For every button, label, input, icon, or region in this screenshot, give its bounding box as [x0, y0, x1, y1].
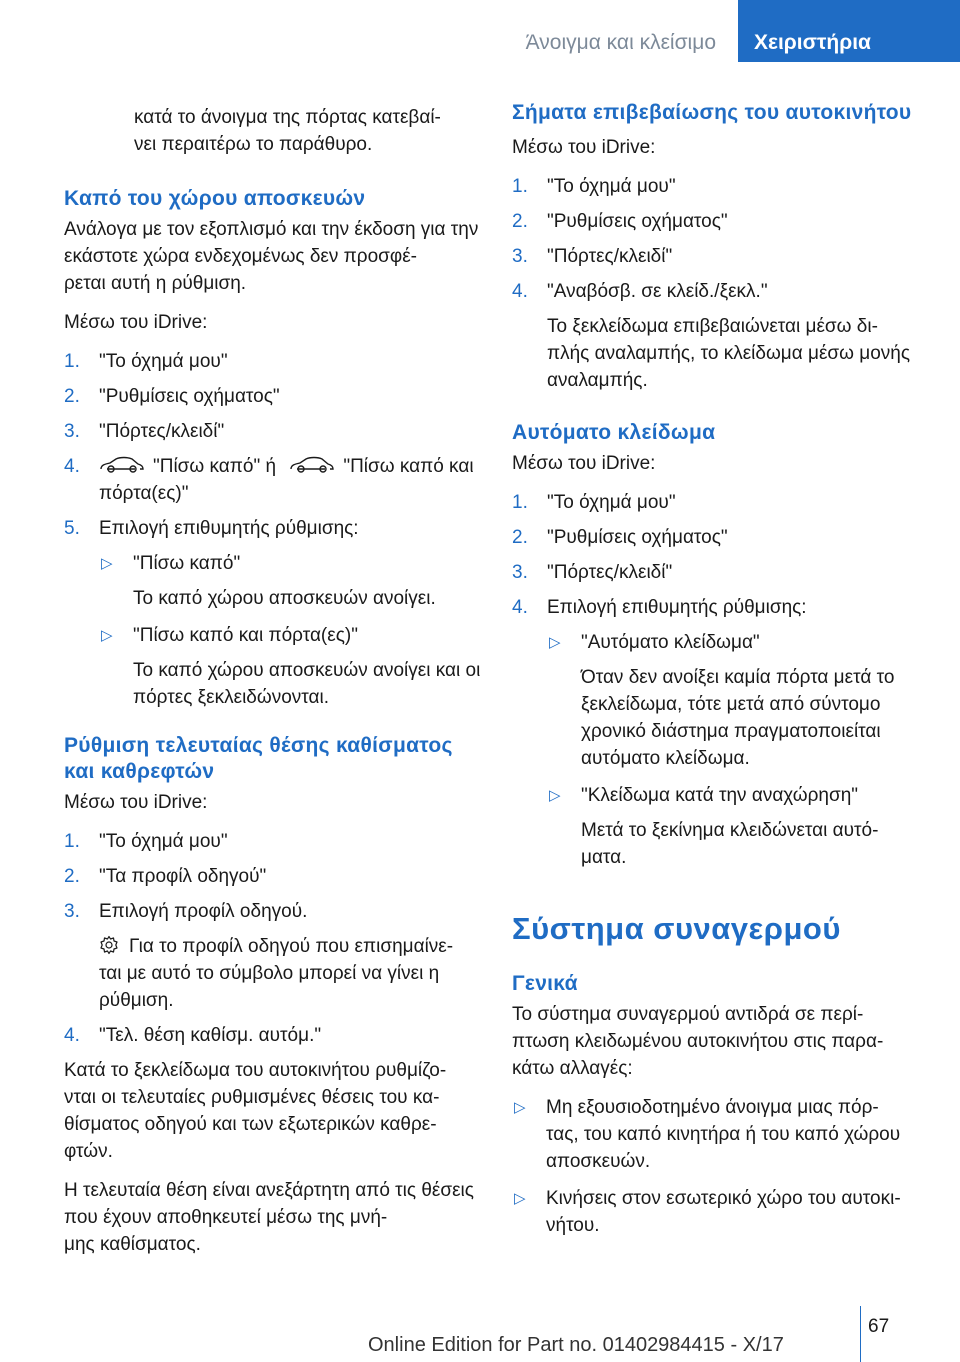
list-item: 3. "Πόρτες/κλειδί": [512, 243, 932, 270]
gear-icon: [99, 935, 119, 955]
step-number: 4.: [64, 456, 80, 477]
page-header: [0, 0, 960, 62]
triangle-bullet-icon: ▷: [549, 787, 561, 804]
alarm-text: Το σύστημα συναγερμού αντιδρά σε περί- πτωση κλειδωμένου αυτοκινήτου στις παρα- κάτω αλλαγές:: [512, 1004, 884, 1079]
bullet-item: ▷ "Κλείδωμα κατά την αναχώρηση" Μετά το ξεκίνημα κλειδώνεται αυτό- ματα.: [547, 782, 932, 871]
list-item: 2. "Τα προφίλ οδηγού": [64, 863, 484, 890]
step-number: 2.: [64, 386, 80, 407]
bullet-item: ▷ "Πίσω καπό" Το καπό χώρου αποσκευών ανοίγει.: [99, 550, 484, 612]
list-item: 1. "Το όχημά μου": [64, 828, 484, 855]
trunk-via: Μέσω του iDrive:: [64, 312, 208, 333]
triangle-bullet-icon: ▷: [101, 555, 113, 572]
car-rear-door-icon: [289, 456, 335, 474]
confirm-heading: Σήματα επιβεβαίωσης του αυτοκινήτου: [512, 101, 912, 124]
seat-para-2: Η τελευταία θέση είναι ανεξάρτητη από τις θέσεις που έχουν αποθηκευτεί μέσω της μνή- μης καθίσματος.: [64, 1180, 474, 1255]
step-number: 5.: [64, 518, 80, 539]
seat-via: Μέσω του iDrive:: [64, 792, 208, 813]
step-number: 1.: [64, 831, 80, 852]
triangle-bullet-icon: ▷: [101, 627, 113, 644]
step-number: 4.: [64, 1025, 80, 1046]
bullet-item: ▷ Κινήσεις στον εσωτερικό χώρο του αυτοκι- νήτου.: [512, 1185, 932, 1239]
list-item: 5. Επιλογή επιθυμητής ρύθμισης: ▷ "Πίσω καπό" Το καπό χώρου αποσκευών ανοίγει. ▷ "Πίσω καπό και πόρτα(ες)" Το καπό χώρου αποσκευών ανοίγει και οι πόρτες ξεκλειδώνονται.: [64, 515, 484, 711]
triangle-bullet-icon: ▷: [549, 634, 561, 651]
list-item: 4. Επιλογή επιθυμητής ρύθμισης: ▷ "Αυτόματο κλείδωμα" Όταν δεν ανοίξει καμία πόρτα μετά το ξεκλείδωμα, τότε μετά από σύντομο χρονικό διάστημα πραγματοποιείται αυτόματο κλείδωμα. ▷ "Κλείδωμα κατά την αναχώρηση" Μετά το ξεκίνημα κλειδώνεται αυτό- ματα.: [512, 594, 932, 871]
step-number: 3.: [64, 901, 80, 922]
list-item: 3. "Πόρτες/κλειδί": [64, 418, 484, 445]
alarm-bullets: [512, 1094, 932, 1239]
seat-para-1: Κατά το ξεκλείδωμα του αυτοκινήτου ρυθμίζο- νται οι τελευταίες ρυθμισμένες θέσεις του κα- θίσματος οδηγού και των εξωτερικών καθρε- φτών.: [64, 1060, 447, 1162]
triangle-bullet-icon: ▷: [514, 1099, 526, 1116]
bullet-item: ▷ "Αυτόματο κλείδωμα" Όταν δεν ανοίξει καμία πόρτα μετά το ξεκλείδωμα, τότε μετά από σύντομο χρονικό διάστημα πραγματοποιείται αυτόματο κλείδωμα.: [547, 629, 932, 772]
alarm-heading: Σύστημα συναγερμού: [512, 911, 841, 946]
chapter-tab: Χειριστήρια: [738, 0, 960, 62]
autolock-heading: Αυτόματο κλείδωμα: [512, 421, 716, 444]
triangle-bullet-icon: ▷: [514, 1190, 526, 1207]
bullet-item: ▷ Μη εξουσιοδοτημένο άνοιγμα μιας πόρ- τας, του καπό κινητήρα ή του καπό χώρου αποσκευών.: [512, 1094, 932, 1175]
step-number: 3.: [512, 246, 528, 267]
car-rear-icon: [99, 456, 145, 474]
step-number: 4.: [512, 597, 528, 618]
section-title: Άνοιγμα και κλείσιμο: [525, 31, 716, 54]
trunk-heading: Καπό του χώρου αποσκευών: [64, 187, 366, 210]
bullet-item: ▷ "Πίσω καπό και πόρτα(ες)" Το καπό χώρου αποσκευών ανοίγει και οι πόρτες ξεκλειδώνονται.: [99, 622, 484, 711]
step-number: 3.: [64, 421, 80, 442]
autolock-options: [547, 629, 932, 871]
list-item: 4. "Αναβόσβ. σε κλείδ./ξεκλ." Το ξεκλείδωμα επιβεβαιώνεται μέσω δι- πλής αναλαμπής, το κλείδωμα μέσω μονής αναλαμπής.: [512, 278, 932, 394]
list-item: 1. "Το όχημά μου": [512, 173, 932, 200]
page-number: 67: [868, 1316, 890, 1337]
list-item: 4. "Πίσω καπό" ή "Πίσω καπό και πόρτα(ες)": [64, 453, 484, 507]
seat-heading: Ρύθμιση τελευταίας θέσης καθίσματος και καθρεφτών: [64, 734, 453, 783]
step-number: 4.: [512, 281, 528, 302]
right-column: [512, 100, 932, 1249]
list-item: 2. "Ρυθμίσεις οχήματος": [64, 383, 484, 410]
list-item: 1. "Το όχημά μου": [512, 489, 932, 516]
footer-text: Online Edition for Part no. 01402984415 - X/17: [368, 1334, 784, 1356]
list-item: 2. "Ρυθμίσεις οχήματος": [512, 524, 932, 551]
list-item: 4. "Τελ. θέση καθίσμ. αυτόμ.": [64, 1022, 484, 1049]
list-item: 1. "Το όχημά μου": [64, 348, 484, 375]
step-number: 2.: [512, 527, 528, 548]
alarm-subheading: Γενικά: [512, 972, 578, 995]
step-number: 2.: [512, 211, 528, 232]
step-number: 3.: [512, 562, 528, 583]
confirm-via: Μέσω του iDrive:: [512, 137, 656, 158]
intro-text: κατά το άνοιγμα της πόρτας κατεβαί- νει περαιτέρω το παράθυρο.: [134, 107, 441, 155]
step-number: 2.: [64, 866, 80, 887]
autolock-via: Μέσω του iDrive:: [512, 453, 656, 474]
confirm-steps: [512, 173, 932, 394]
seat-steps: [64, 828, 484, 1049]
trunk-options: [99, 550, 484, 711]
trunk-steps: [64, 348, 484, 711]
left-column: [64, 100, 484, 1270]
list-item: 2. "Ρυθμίσεις οχήματος": [512, 208, 932, 235]
page-number-rule: [860, 1306, 861, 1362]
autolock-steps: [512, 489, 932, 871]
step-number: 1.: [512, 492, 528, 513]
step-number: 1.: [512, 176, 528, 197]
list-item: 3. "Πόρτες/κλειδί": [512, 559, 932, 586]
step-number: 1.: [64, 351, 80, 372]
profile-note: Για το προφίλ οδηγού που επισημαίνε- ται με αυτό το σύμβολο μπορεί να γίνει η ρύθμιση.: [99, 936, 454, 1011]
trunk-text: Ανάλογα με τον εξοπλισμό και την έκδοση για την εκάστοτε χώρα ενδεχομένως δεν προσφέ- ρεται αυτή η ρύθμιση.: [64, 219, 479, 294]
list-item: 3. Επιλογή προφίλ οδηγού. Για το προφίλ οδηγού που επισημαίνε- ται με αυτό το σύμβολο μπορεί να γίνει η ρύθμιση.: [64, 898, 484, 1014]
